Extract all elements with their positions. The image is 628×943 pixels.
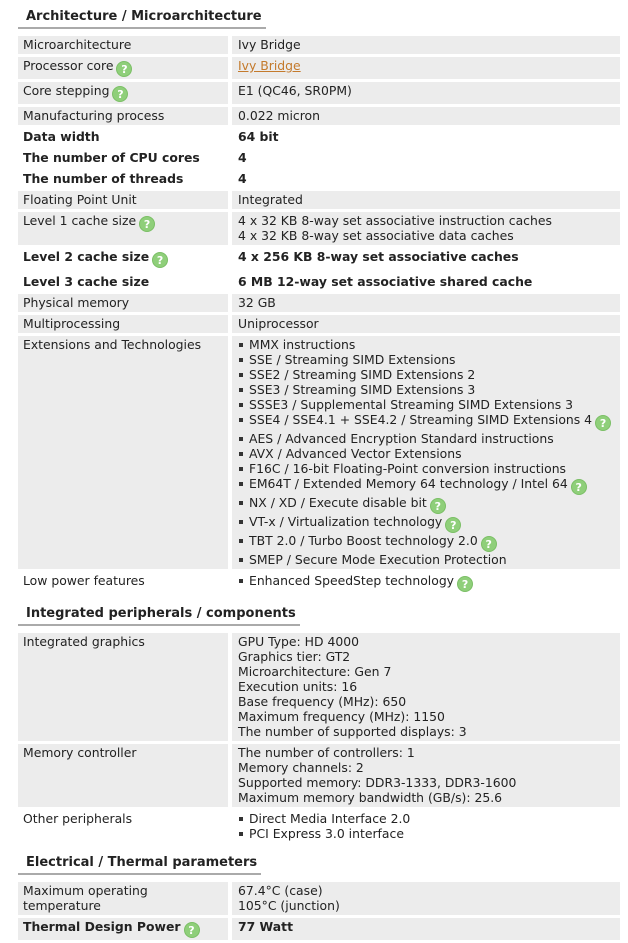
help-icon[interactable]: ? xyxy=(112,86,128,102)
help-icon[interactable]: ? xyxy=(139,216,155,232)
feature-item xyxy=(238,514,620,533)
spec-value-line: 4 x 32 KB 8-way set associative data caches xyxy=(238,228,514,243)
spec-value-cell xyxy=(232,149,620,167)
feature-list xyxy=(238,573,620,592)
feature-text: AES / Advanced Encryption Standard instructions xyxy=(249,431,554,446)
spec-value-cell xyxy=(232,212,620,245)
feature-item xyxy=(238,382,620,397)
spec-label: Data width xyxy=(23,129,100,144)
feature-item xyxy=(238,446,620,461)
spec-value-cell xyxy=(232,336,620,569)
spec-row xyxy=(18,107,620,125)
feature-text: VT-x / Virtualization technology xyxy=(249,514,443,529)
spec-value-cell xyxy=(232,191,620,209)
spec-value-line: Graphics tier: GT2 xyxy=(238,649,351,664)
spec-value-line: 6 MB 12-way set associative shared cache xyxy=(238,274,533,289)
spec-value xyxy=(238,192,620,207)
spec-label: Level 3 cache size xyxy=(23,274,150,289)
feature-item xyxy=(238,337,620,352)
feature-text: TBT 2.0 / Turbo Boost technology 2.0 xyxy=(249,533,478,548)
spec-value-line: 0.022 micron xyxy=(238,108,320,123)
feature-text: NX / XD / Execute disable bit xyxy=(249,495,427,510)
spec-label: Integrated graphics xyxy=(23,634,145,649)
section-title: Electrical / Thermal parameters xyxy=(18,852,261,875)
feature-item xyxy=(238,412,620,431)
spec-row xyxy=(18,633,620,741)
help-icon[interactable]: ? xyxy=(457,576,473,592)
spec-label-cell xyxy=(18,918,228,940)
feature-text: SSE4 / SSE4.1 + SSE4.2 / Streaming SIMD Extensions 4 xyxy=(249,412,593,427)
spec-row xyxy=(18,744,620,807)
feature-item xyxy=(238,811,620,826)
spec-label: Level 2 cache size xyxy=(23,249,150,264)
feature-text: PCI Express 3.0 interface xyxy=(249,826,404,841)
spec-value-line: 105°C (junction) xyxy=(238,898,340,913)
spec-value-cell xyxy=(232,633,620,741)
feature-text: Enhanced SpeedStep technology xyxy=(249,573,455,588)
spec-label-cell xyxy=(18,294,228,312)
spec-value-cell xyxy=(232,107,620,125)
feature-text: MMX instructions xyxy=(249,337,356,352)
feature-text: SSSE3 / Supplemental Streaming SIMD Extensions 3 xyxy=(249,397,573,412)
spec-row xyxy=(18,273,620,291)
spec-value-line: GPU Type: HD 4000 xyxy=(238,634,359,649)
spec-value xyxy=(238,274,620,289)
spec-value-line: Base frequency (MHz): 650 xyxy=(238,694,407,709)
spec-value-cell xyxy=(232,170,620,188)
spec-row xyxy=(18,294,620,312)
spec-value-line: 32 GB xyxy=(238,295,276,310)
spec-row xyxy=(18,82,620,104)
spec-value-cell xyxy=(232,918,620,940)
feature-text: Direct Media Interface 2.0 xyxy=(249,811,411,826)
spec-value-cell xyxy=(232,36,620,54)
section-title: Architecture / Microarchitecture xyxy=(18,6,266,29)
feature-item xyxy=(238,352,620,367)
feature-text: EM64T / Extended Memory 64 technology / Intel 64 xyxy=(249,476,568,491)
spec-section xyxy=(18,6,620,597)
spec-value-cell xyxy=(232,810,620,843)
spec-label: Extensions and Technologies xyxy=(23,337,202,352)
spec-label-cell xyxy=(18,336,228,569)
spec-table xyxy=(18,879,620,943)
feature-item xyxy=(238,476,620,495)
spec-label-cell xyxy=(18,128,228,146)
help-icon[interactable]: ? xyxy=(595,415,611,431)
spec-table xyxy=(18,33,620,597)
spec-table xyxy=(18,630,620,846)
spec-label: Maximum operating xyxy=(23,883,148,898)
help-icon[interactable]: ? xyxy=(152,252,168,268)
spec-label-cell xyxy=(18,882,228,915)
spec-label: The number of threads xyxy=(23,171,184,186)
spec-value-line: Ivy Bridge xyxy=(238,37,301,52)
feature-item xyxy=(238,431,620,446)
spec-value-line: Supported memory: DDR3-1333, DDR3-1600 xyxy=(238,775,517,790)
spec-label: Level 1 cache size xyxy=(23,213,137,228)
spec-value xyxy=(238,37,620,52)
spec-value-cell xyxy=(232,315,620,333)
spec-value-cell xyxy=(232,57,620,79)
spec-value-line: 67.4°C (case) xyxy=(238,883,323,898)
spec-label-cell xyxy=(18,82,228,104)
spec-value-cell xyxy=(232,273,620,291)
spec-value-line: The number of supported displays: 3 xyxy=(238,724,467,739)
spec-label: Low power features xyxy=(23,573,145,588)
feature-item xyxy=(238,495,620,514)
spec-value xyxy=(238,745,620,805)
spec-value xyxy=(238,213,620,243)
feature-item xyxy=(238,367,620,382)
spec-value-line: Memory channels: 2 xyxy=(238,760,364,775)
spec-row xyxy=(18,918,620,940)
spec-value xyxy=(238,171,620,186)
spec-label-cell xyxy=(18,248,228,270)
feature-item xyxy=(238,573,620,592)
spec-value-cell xyxy=(232,572,620,594)
spec-label-cell xyxy=(18,810,228,843)
spec-row xyxy=(18,572,620,594)
spec-label-cell xyxy=(18,191,228,209)
feature-list xyxy=(238,337,620,567)
spec-row xyxy=(18,882,620,915)
feature-text: SSE / Streaming SIMD Extensions xyxy=(249,352,456,367)
spec-value-cell xyxy=(232,248,620,270)
feature-text: SSE3 / Streaming SIMD Extensions 3 xyxy=(249,382,476,397)
spec-label: Physical memory xyxy=(23,295,130,310)
spec-label-cell xyxy=(18,107,228,125)
spec-value-line: Integrated xyxy=(238,192,303,207)
spec-value-line: Maximum frequency (MHz): 1150 xyxy=(238,709,445,724)
spec-value-cell xyxy=(232,294,620,312)
spec-value xyxy=(238,150,620,165)
spec-label: temperature xyxy=(23,898,101,913)
help-icon[interactable]: ? xyxy=(430,498,446,514)
spec-label: Microarchitecture xyxy=(23,37,132,52)
spec-label-cell xyxy=(18,273,228,291)
feature-item xyxy=(238,552,620,567)
help-icon[interactable]: ? xyxy=(116,61,132,77)
spec-label-cell xyxy=(18,744,228,807)
spec-section xyxy=(18,603,620,846)
spec-row xyxy=(18,336,620,569)
spec-label-cell xyxy=(18,170,228,188)
spec-label-cell xyxy=(18,57,228,79)
spec-value xyxy=(238,883,620,913)
spec-row xyxy=(18,191,620,209)
spec-value xyxy=(238,316,620,331)
help-icon[interactable]: ? xyxy=(184,922,200,938)
spec-value xyxy=(238,634,620,739)
spec-value-line: 4 xyxy=(238,150,247,165)
spec-value-line: 64 bit xyxy=(238,129,279,144)
spec-label-cell xyxy=(18,315,228,333)
spec-value-line: 4 x 256 KB 8-way set associative caches xyxy=(238,249,519,264)
spec-label-cell xyxy=(18,212,228,245)
spec-value-line: Maximum memory bandwidth (GB/s): 25.6 xyxy=(238,790,503,805)
processor-core-link[interactable]: Ivy Bridge xyxy=(238,58,301,73)
spec-value-line: Microarchitecture: Gen 7 xyxy=(238,664,392,679)
spec-label: Floating Point Unit xyxy=(23,192,137,207)
feature-item xyxy=(238,461,620,476)
spec-label-cell xyxy=(18,149,228,167)
spec-value xyxy=(238,295,620,310)
feature-text: F16C / 16-bit Floating-Point conversion instructions xyxy=(249,461,567,476)
spec-value-cell xyxy=(232,744,620,807)
feature-list xyxy=(238,811,620,841)
spec-row xyxy=(18,212,620,245)
spec-value xyxy=(238,83,620,98)
spec-value-line: The number of controllers: 1 xyxy=(238,745,415,760)
spec-row xyxy=(18,149,620,167)
spec-row xyxy=(18,810,620,843)
feature-text: SSE2 / Streaming SIMD Extensions 2 xyxy=(249,367,476,382)
spec-value-line: 4 xyxy=(238,171,247,186)
spec-label: The number of CPU cores xyxy=(23,150,200,165)
spec-value-line: E1 (QC46, SR0PM) xyxy=(238,83,352,98)
spec-value-line: 77 Watt xyxy=(238,919,293,934)
spec-value-line: 4 x 32 KB 8-way set associative instruction caches xyxy=(238,213,552,228)
spec-label-cell xyxy=(18,572,228,594)
spec-row xyxy=(18,36,620,54)
spec-row xyxy=(18,57,620,79)
feature-item xyxy=(238,826,620,841)
spec-value-cell xyxy=(232,882,620,915)
feature-item xyxy=(238,533,620,552)
spec-label-cell xyxy=(18,633,228,741)
spec-label: Manufacturing process xyxy=(23,108,165,123)
help-icon[interactable]: ? xyxy=(571,479,587,495)
spec-value xyxy=(238,249,620,264)
spec-row xyxy=(18,248,620,270)
spec-label: Core stepping xyxy=(23,83,110,98)
spec-label-cell xyxy=(18,36,228,54)
spec-label: Thermal Design Power xyxy=(23,919,181,934)
spec-label: Other peripherals xyxy=(23,811,133,826)
spec-row xyxy=(18,170,620,188)
spec-row xyxy=(18,128,620,146)
help-icon[interactable]: ? xyxy=(445,517,461,533)
feature-item xyxy=(238,397,620,412)
help-icon[interactable]: ? xyxy=(481,536,497,552)
spec-row xyxy=(18,315,620,333)
spec-value-line: Execution units: 16 xyxy=(238,679,358,694)
spec-value-line: Uniprocessor xyxy=(238,316,319,331)
spec-value-cell xyxy=(232,82,620,104)
feature-text: AVX / Advanced Vector Extensions xyxy=(249,446,462,461)
spec-label: Memory controller xyxy=(23,745,137,760)
feature-text: SMEP / Secure Mode Execution Protection xyxy=(249,552,507,567)
spec-value xyxy=(238,129,620,144)
spec-value xyxy=(238,108,620,123)
spec-section xyxy=(18,852,620,943)
spec-label: Multiprocessing xyxy=(23,316,121,331)
spec-label: Processor core xyxy=(23,58,114,73)
section-title: Integrated peripherals / components xyxy=(18,603,300,626)
spec-value xyxy=(238,919,620,934)
spec-value-cell xyxy=(232,128,620,146)
